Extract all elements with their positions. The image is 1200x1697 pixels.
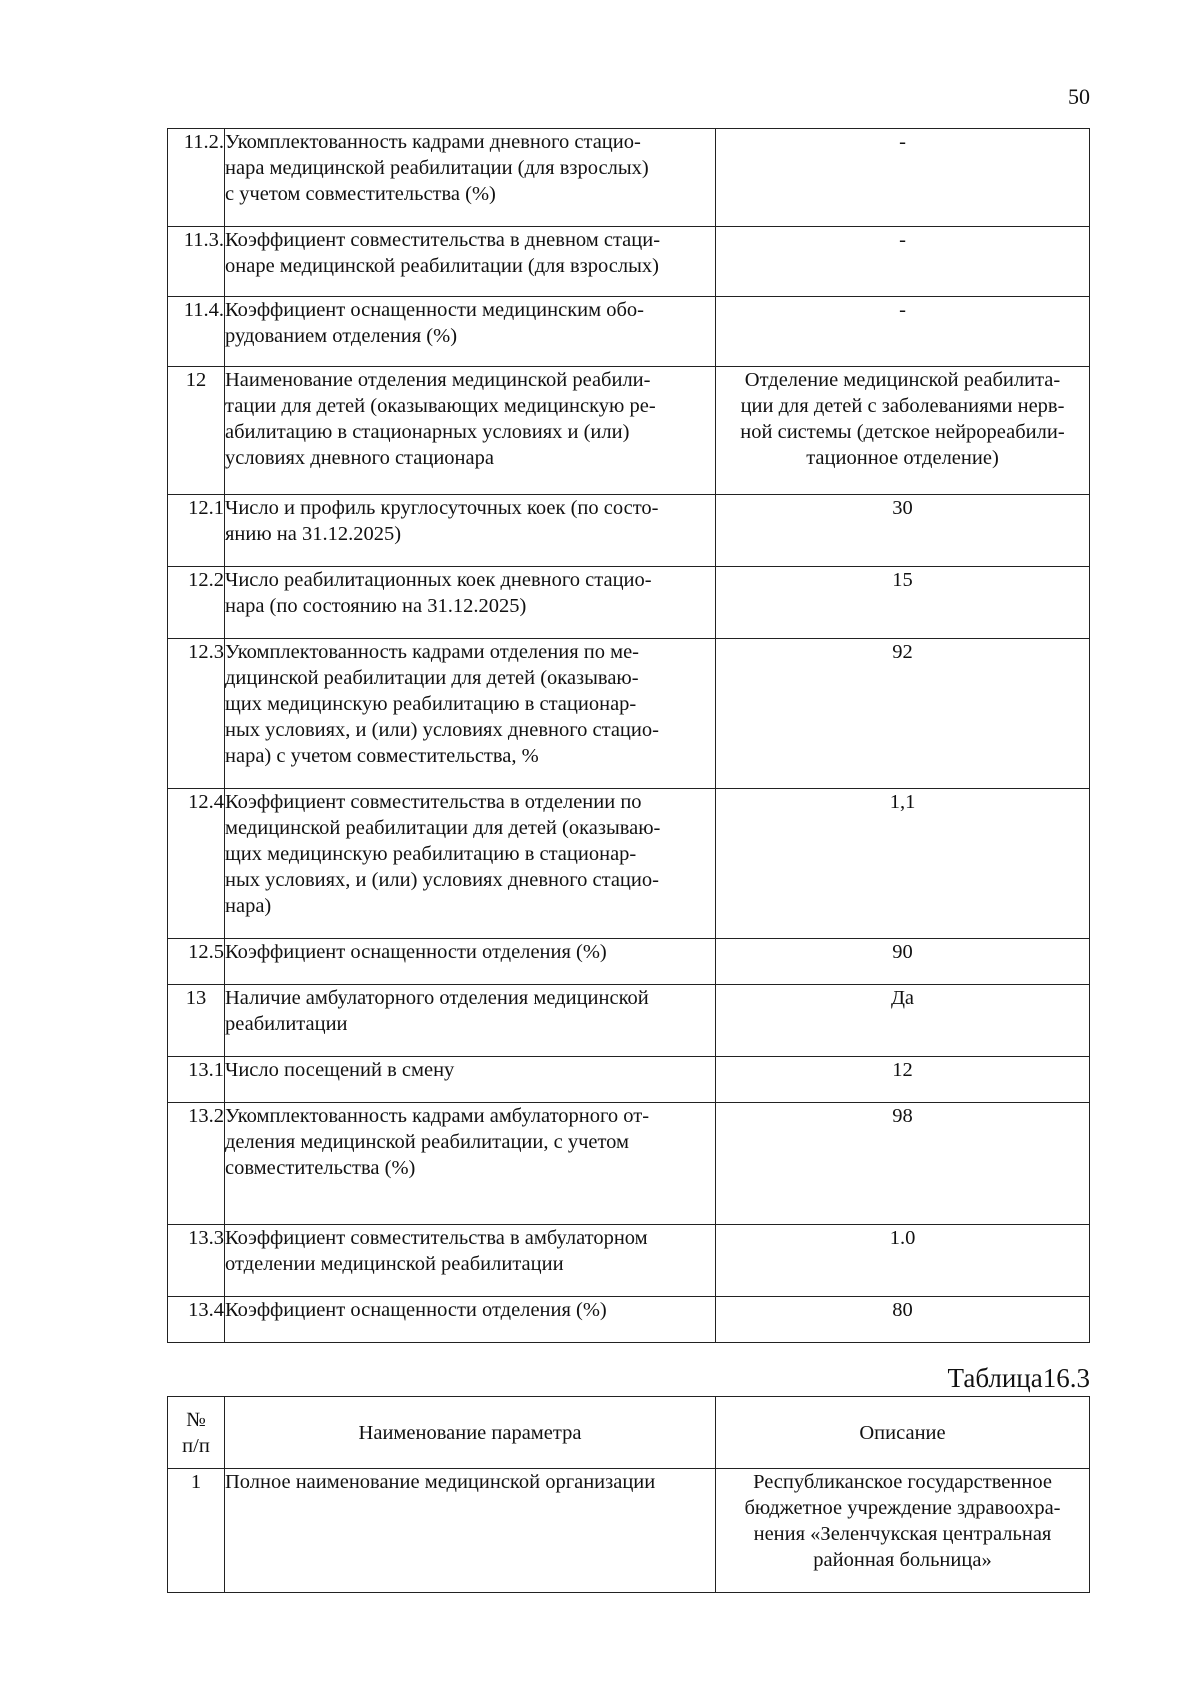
table-header-row: [168, 1397, 1090, 1469]
header-description: Описание: [716, 1397, 1090, 1469]
table-row: [168, 129, 1090, 227]
parameter-value: 98: [716, 1103, 1090, 1225]
parameters-table: [167, 128, 1090, 1343]
table-caption: Таблица16.3: [947, 1363, 1090, 1393]
table-row: [168, 1057, 1090, 1103]
parameter-value: 30: [716, 495, 1090, 567]
parameter-value: 92: [716, 639, 1090, 789]
parameter-name: Коэффициент оснащенности медицинским обо- рудованием отделения (%): [225, 297, 716, 367]
table-row: [168, 367, 1090, 495]
parameter-name: Наименование отделения медицинской реабили- тации для детей (оказывающих медицинскую ре- абилитацию в стационарных условиях и (или) условиях дневного стационара: [225, 367, 716, 495]
table-row: [168, 227, 1090, 297]
row-number: 11.4.: [168, 297, 225, 367]
parameter-value: Отделение медицинской реабилита- ции для детей с заболеваниями нерв- ной системы (детское нейрореабили- тационное отделение): [716, 367, 1090, 495]
row-number: 13.2: [168, 1103, 225, 1225]
table-row: [168, 939, 1090, 985]
parameter-name: Коэффициент совместительства в дневном стаци- онаре медицинской реабилитации (для взрослых): [225, 227, 716, 297]
table-row: [168, 1469, 1090, 1593]
parameter-value: 80: [716, 1297, 1090, 1343]
row-number: 11.2.: [168, 129, 225, 227]
row-number: 12: [168, 367, 225, 495]
parameter-name: Укомплектованность кадрами дневного стацио- нара медицинской реабилитации (для взрослых) с учетом совместительства (%): [225, 129, 716, 227]
row-number: 12.3: [168, 639, 225, 789]
table-row: [168, 495, 1090, 567]
parameter-value: 1,1: [716, 789, 1090, 939]
row-number: 12.1: [168, 495, 225, 567]
parameter-name: Число реабилитационных коек дневного стацио- нара (по состоянию на 31.12.2025): [225, 567, 716, 639]
row-number: 12.2: [168, 567, 225, 639]
parameter-value: Да: [716, 985, 1090, 1057]
row-number: 13.3: [168, 1225, 225, 1297]
row-number: 1: [168, 1469, 225, 1593]
parameter-value: 1.0: [716, 1225, 1090, 1297]
parameter-value: -: [716, 129, 1090, 227]
table-row: [168, 985, 1090, 1057]
table-row: [168, 1103, 1090, 1225]
header-number: № п/п: [168, 1397, 225, 1469]
row-number: 12.5: [168, 939, 225, 985]
parameter-value: Республиканское государственное бюджетное учреждение здравоохра- нения «Зеленчукская центральная районная больница»: [716, 1469, 1090, 1593]
header-parameter: Наименование параметра: [225, 1397, 716, 1469]
row-number: 13.1: [168, 1057, 225, 1103]
parameter-name: Число посещений в смену: [225, 1057, 716, 1103]
table-row: [168, 567, 1090, 639]
row-number: 12.4: [168, 789, 225, 939]
row-number: 13.4: [168, 1297, 225, 1343]
parameter-value: -: [716, 227, 1090, 297]
parameter-name: Наличие амбулаторного отделения медицинской реабилитации: [225, 985, 716, 1057]
organization-table: [167, 1396, 1090, 1593]
table-row: [168, 639, 1090, 789]
parameter-name: Коэффициент совместительства в амбулаторном отделении медицинской реабилитации: [225, 1225, 716, 1297]
table-row: [168, 297, 1090, 367]
row-number: 13: [168, 985, 225, 1057]
parameter-name: Коэффициент оснащенности отделения (%): [225, 1297, 716, 1343]
parameter-name: Полное наименование медицинской организации: [225, 1469, 716, 1593]
table-row: [168, 1225, 1090, 1297]
parameter-name: Число и профиль круглосуточных коек (по состо- янию на 31.12.2025): [225, 495, 716, 567]
parameter-value: -: [716, 297, 1090, 367]
parameter-name: Коэффициент совместительства в отделении по медицинской реабилитации для детей (оказываю- щих медицинскую реабилитацию в стационар- ных условиях, и (или) условиях дневного стацио- нара): [225, 789, 716, 939]
row-number: 11.3.: [168, 227, 225, 297]
parameter-name: Укомплектованность кадрами амбулаторного от- деления медицинской реабилитации, с учетом совместительства (%): [225, 1103, 716, 1225]
parameter-name: Коэффициент оснащенности отделения (%): [225, 939, 716, 985]
table-row: [168, 789, 1090, 939]
table-row: [168, 1297, 1090, 1343]
page-number: 50: [1068, 84, 1090, 109]
parameter-name: Укомплектованность кадрами отделения по ме- дицинской реабилитации для детей (оказываю- щих медицинскую реабилитацию в стационар- ных условиях, и (или) условиях дневного стацио- нара) с учетом совместительства, %: [225, 639, 716, 789]
parameter-value: 12: [716, 1057, 1090, 1103]
parameter-value: 90: [716, 939, 1090, 985]
parameter-value: 15: [716, 567, 1090, 639]
